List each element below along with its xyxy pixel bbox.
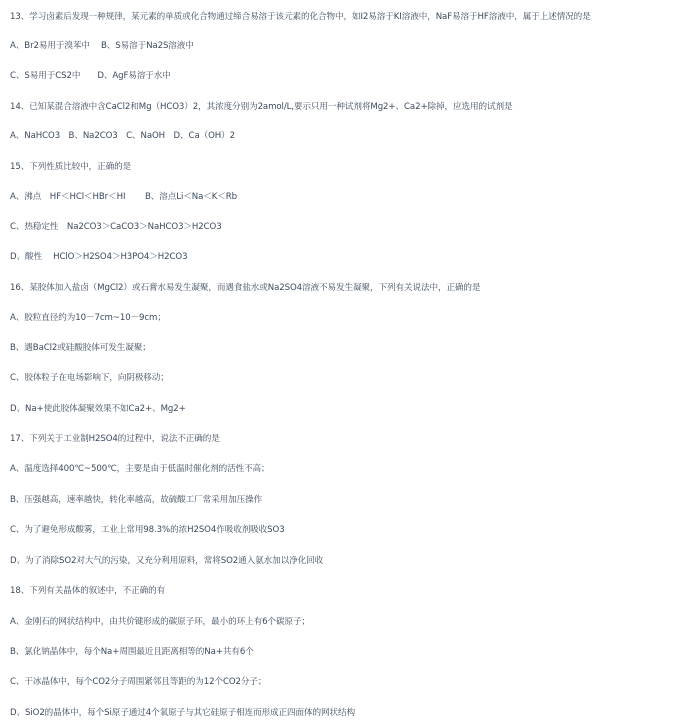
q14-stem: 14、已知某混合溶液中含CaCl2和Mg（HCO3）2，其浓度分别为2amol/L,要示只用一种试剂将Mg2+、Ca2+除掉，应选用的试剂是 <box>10 102 513 112</box>
q16-option-b: B、遇BaCl2或硅酸胶体可发生凝聚； <box>10 343 151 353</box>
q18-stem: 18、下列有关晶体的叙述中，不正确的有 <box>10 586 166 596</box>
q15-option-ab: A、沸点 HF＜HCl＜HBr＜HI B、溶点Li＜Na＜K＜Rb <box>10 192 237 202</box>
q13-options-ab: A、Br2易用于溴苯中 B、S易溶于Na2S溶液中 <box>10 41 194 51</box>
q14-options: A、NaHCO3 B、Na2CO3 C、NaOH D、Ca（OH）2 <box>10 131 236 141</box>
q17-option-b: B、压强越高，速率越快，转化率越高，故硫酸工厂常采用加压操作 <box>10 495 263 505</box>
q17-option-c: C、为了避免形成酸雾，工业上常用98.3%的浓H2SO4作吸收剂吸收SO3 <box>10 525 285 535</box>
q18-option-c: C、干冰晶体中，每个CO2分子周围紧邻且等距的为12个CO2分子； <box>10 677 267 687</box>
q15-option-c: C、热稳定性 Na2CO3＞CaCO3＞NaHCO3＞H2CO3 <box>10 222 222 232</box>
q13-options-cd: C、S易用于CS2中 D、AgF易溶于水中 <box>10 71 171 81</box>
q18-option-a: A、金刚石的网状结构中，由共价键形成的碳原子环，最小的环上有6个碳原子； <box>10 617 310 627</box>
q17-option-d: D、为了消除SO2对大气的污染，又充分利用原料，常将SO2通入氨水加以净化回收 <box>10 556 324 566</box>
q18-option-d: D、SiO2的晶体中，每个Si原子通过4个氧原子与其它硅原子相连而形成正四面体的网状结构 <box>10 708 355 718</box>
q16-option-c: C、胶体粒子在电场影响下，向阴极移动； <box>10 373 169 383</box>
q15-option-d: D、酸性 HClO＞H2SO4＞H3PO4＞H2CO3 <box>10 252 188 262</box>
q17-stem: 17、下列关于工业制H2SO4的过程中，说法不正确的是 <box>10 434 220 444</box>
q16-option-a: A、胶粒直径约为10－7cm~10－9cm； <box>10 313 166 323</box>
q17-option-a: A、温度选择400℃~500℃，主要是由于低温时催化剂的活性不高； <box>10 464 270 474</box>
q18-option-b: B、氯化钠晶体中，每个Na+周围最近且距离相等的Na+共有6个 <box>10 647 254 657</box>
q13-stem: 13、学习卤素后发现一种规律，某元素的单质或化合物通过缔合易溶于该元素的化合物中，如I2易溶于KI溶液中，NaF易溶于HF溶液中，属于上述情况的是 <box>10 12 591 22</box>
q16-stem: 16、某胶体加入盐卤（MgCl2）或石膏水易发生凝聚，而遇食盐水或Na2SO4溶液不易发生凝聚，下列有关说法中，正确的是 <box>10 283 481 293</box>
q16-option-d: D、Na+使此胶体凝聚效果不如Ca2+、Mg2+ <box>10 404 186 414</box>
q15-stem: 15、下列性质比较中，正确的是 <box>10 162 132 172</box>
